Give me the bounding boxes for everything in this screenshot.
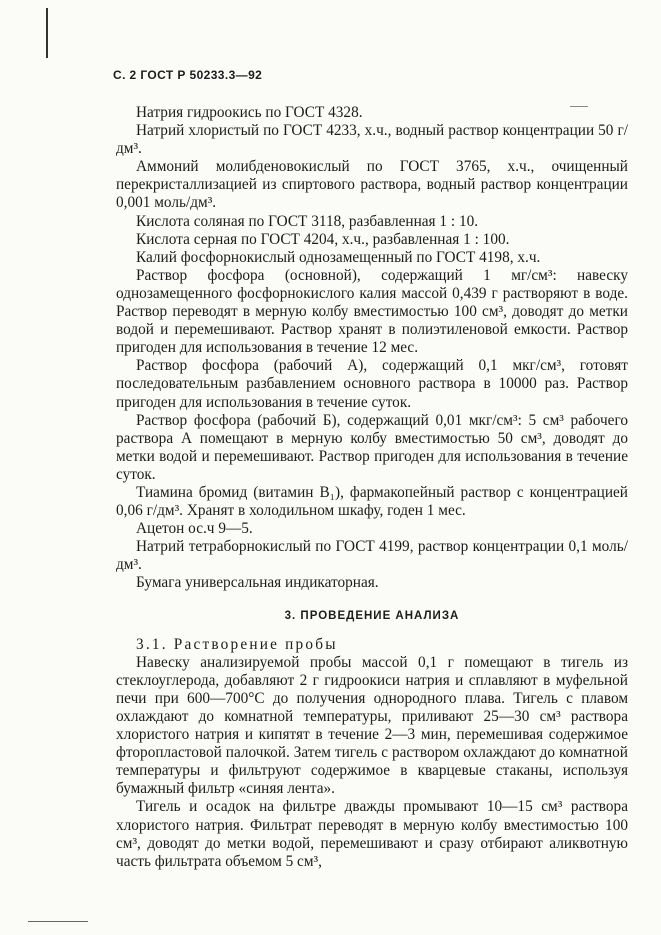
body-text bbox=[116, 104, 628, 871]
paragraph: Натрия гидроокись по ГОСТ 4328. bbox=[136, 104, 363, 121]
paragraph: Раствор фосфора (рабочий Б), содержащий 0,01 мкг/см³: 5 см³ рабочего раствора А помещают в мерную колбу вместимостью 50 см³, доводят до метки водой и перемешивают. Раствор пригоден для использования в течение суток. bbox=[116, 411, 628, 483]
footer-rule bbox=[28, 921, 88, 922]
margin-mark bbox=[46, 8, 48, 58]
paragraph: Ацетон ос.ч 9—5. bbox=[136, 520, 253, 538]
paragraph: Натрий тетраборнокислый по ГОСТ 4199, раствор концентрации 0,1 моль/дм³. bbox=[116, 538, 628, 574]
paragraph: Навеску анализируемой пробы массой 0,1 г помещают в тигель из стеклоуглерода, добавляют 2 г гидроокиси натрия и сплавляют в муфельной печи при 600—700°С до получения однородного плава. Тигель с плавом охлаждают до комнатной температуры, приливают 25—30 см³ раствора хлористого натрия и кипятят в течение 2—3 мин, перемешивая содержимое фторопластовой палочкой. Затем тигель с раствором охлаждают до комнатной температуры и фильтруют содержимое в кварцевые стаканы, используя бумажный фильтр «синяя лента». bbox=[116, 653, 628, 798]
paragraph: Тигель и осадок на фильтре дважды промывают 10—15 см³ раствора хлористого натрия. Фильтрат переводят в мерную колбу вместимостью 100 см³, доводят до метки водой, перемешивают и сразу отбирают аликвотную часть фильтрата объемом 5 см³, bbox=[116, 798, 628, 870]
paragraph: Бумага универсальная индикаторная. bbox=[136, 574, 379, 592]
paragraph: Натрий хлористый по ГОСТ 4233, х.ч., водный раствор концентрации 50 г/дм³. bbox=[116, 122, 628, 158]
paragraph: Раствор фосфора (основной), содержащий 1 мг/см³: навеску однозамещенного фосфорнокислого калия массой 0,439 г растворяют в воде. Раствор переводят в мерную колбу вместимостью 100 см³, доводят до метки водой и перемешивают. Раствор хранят в полиэтиленовой емкости. Раствор пригоден для использования в течение 12 мес. bbox=[116, 266, 628, 357]
subsection-title: 3.1. Растворение пробы bbox=[136, 635, 338, 653]
section-title: 3. ПРОВЕДЕНИЕ АНАЛИЗА bbox=[284, 609, 460, 622]
paragraph: Кислота соляная по ГОСТ 3118, разбавленная 1 : 10. bbox=[136, 212, 479, 230]
paragraph: Калий фосфорнокислый однозамещенный по ГОСТ 4198, х.ч. bbox=[136, 248, 541, 266]
page-header: С. 2 ГОСТ Р 50233.3—92 bbox=[113, 68, 263, 82]
paragraph: Раствор фосфора (рабочий А), содержащий 0,1 мкг/см³, готовят последовательным разбавлением основного раствора в 10000 раз. Раствор пригоден для использования в течение суток. bbox=[116, 357, 628, 411]
paragraph: Тиамина бромид (витамин В₁), фармакопейный раствор с концентрацией 0,06 г/дм³. Хранят в холодильном шкафу, годен 1 мес. bbox=[116, 483, 628, 520]
paragraph: Аммоний молибденовокислый по ГОСТ 3765, х.ч., очищенный перекристаллизацией из спиртового раствора, водный раствор концентрации 0,001 моль/дм³. bbox=[116, 158, 628, 212]
paragraph: Кислота серная по ГОСТ 4204, х.ч., разбавленная 1 : 100. bbox=[136, 230, 510, 248]
